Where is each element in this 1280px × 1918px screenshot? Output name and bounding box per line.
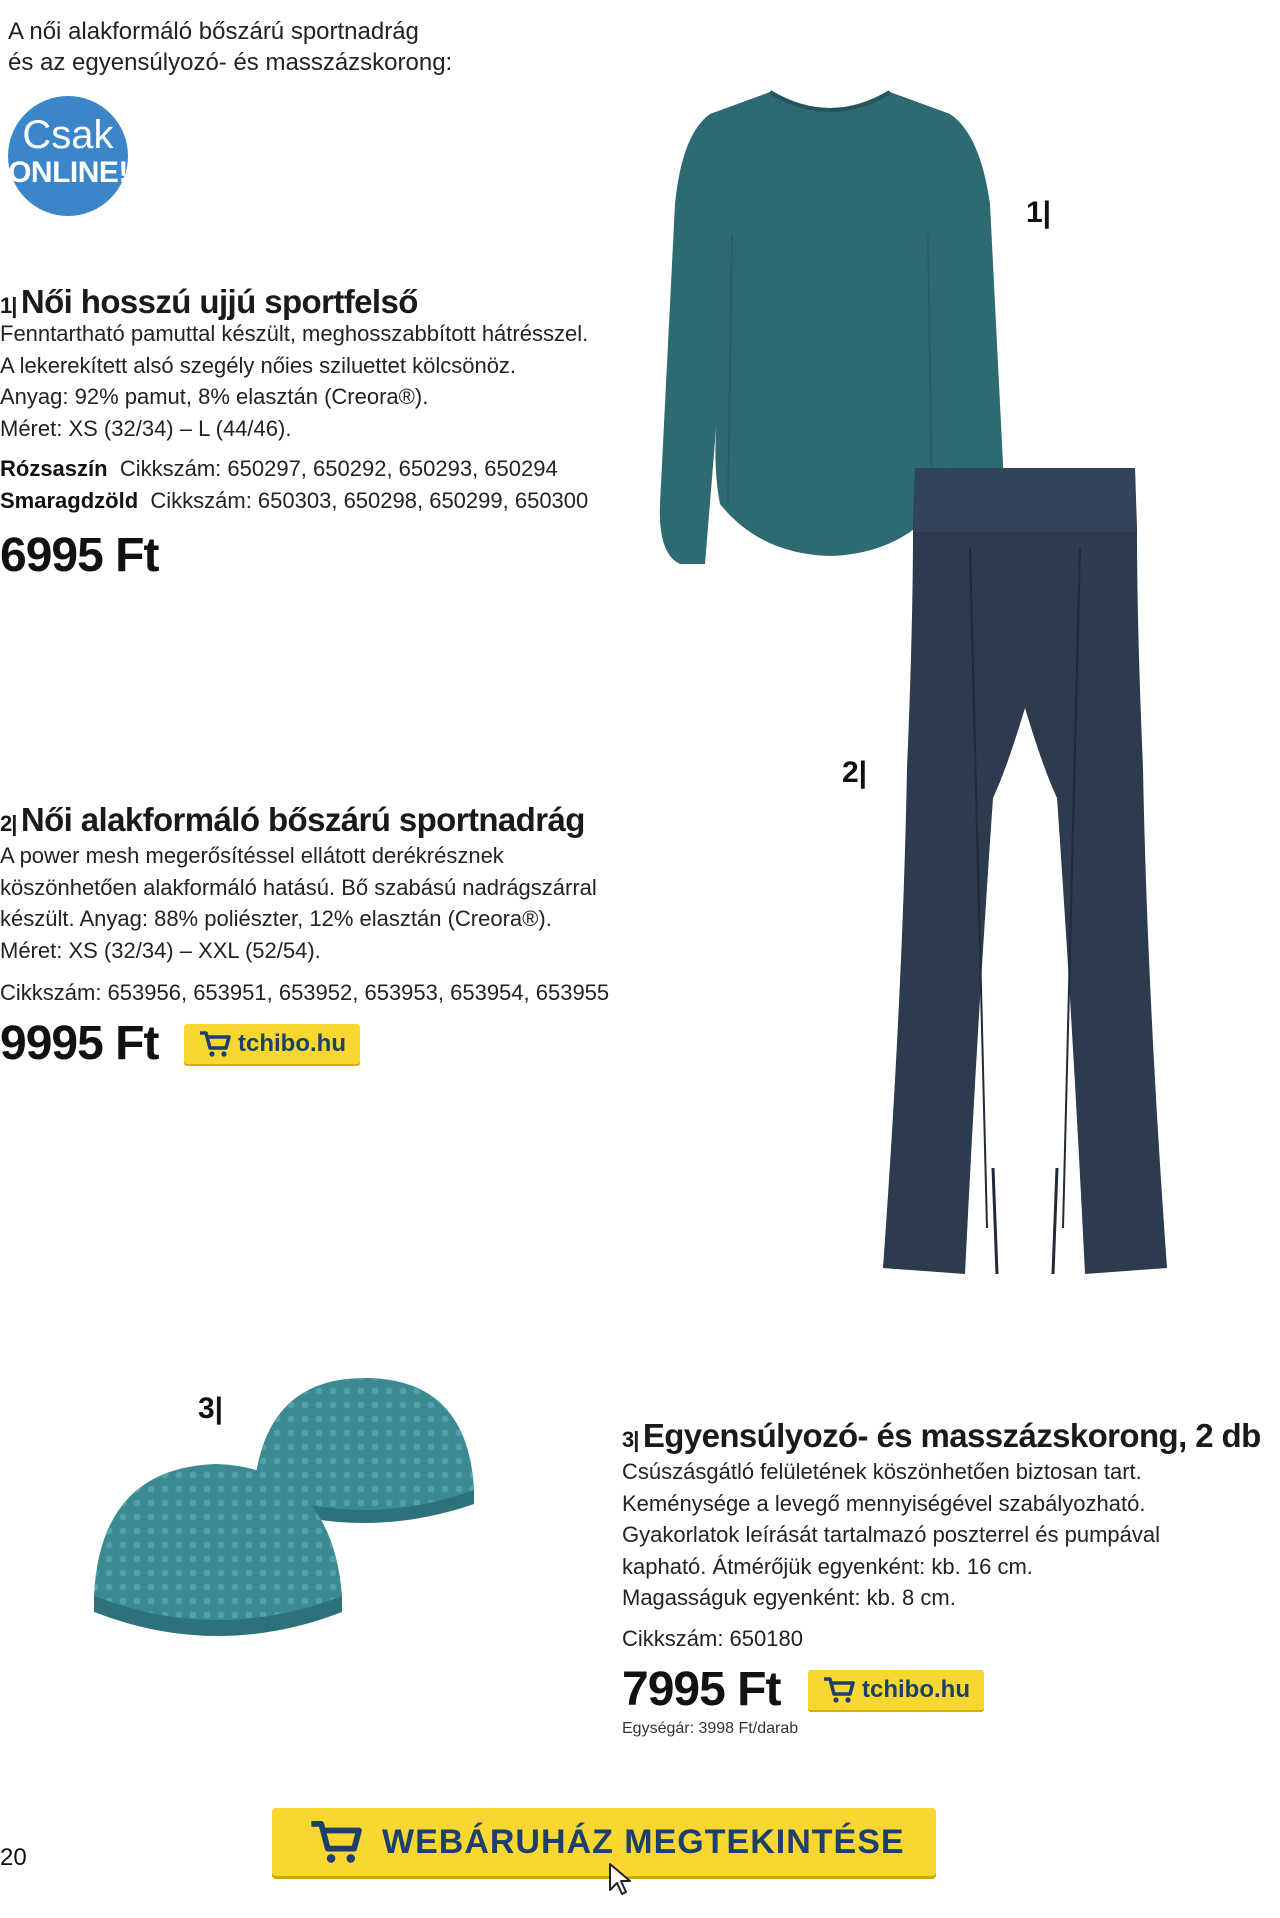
sports-pants-image: [875, 468, 1175, 1278]
product-3-codes: Cikkszám: 650180: [622, 1626, 803, 1651]
product-2-heading: [0, 800, 585, 840]
product-1-description: [0, 318, 588, 444]
product-3-shop-button[interactable]: [808, 1670, 984, 1710]
page-number: 20: [0, 1844, 27, 1871]
product-3-title: Egyensúlyozó- és masszázskorong, 2 db: [642, 1417, 1261, 1454]
image-label-3: 3|: [198, 1392, 224, 1425]
description-line: Csúszásgátló felületének köszönhetően biztosan tart.: [622, 1459, 1142, 1484]
badge-line-1: Csak: [22, 113, 114, 157]
description-line: Gyakorlatok leírását tartalmazó poszterrel és pumpával: [622, 1522, 1161, 1547]
description-line: Keménysége a levegő mennyiségével szabályozható.: [622, 1490, 1146, 1516]
product-2-description: [0, 840, 597, 966]
product-3-description: [622, 1456, 1160, 1614]
intro-line-1: A női alakformáló bőszárú sportnadrág: [8, 18, 419, 45]
product-1-price: 6995 Ft: [0, 529, 159, 582]
online-only-badge: [8, 96, 128, 216]
cart-icon: [308, 1819, 364, 1865]
image-label-2: 2|: [842, 756, 868, 789]
description-line: kapható. Átmérőjük egyenként: kb. 16 cm.: [622, 1553, 1033, 1579]
product-3-heading: [622, 1416, 1261, 1456]
variant-color: Rózsaszín: [0, 456, 108, 481]
product-2-price: 9995 Ft: [0, 1017, 159, 1070]
product-3-price: 7995 Ft: [622, 1663, 781, 1716]
product-2-shop-button[interactable]: [184, 1024, 360, 1064]
image-label-1: 1|: [1026, 196, 1052, 229]
intro-text: [8, 16, 528, 78]
description-line: Anyag: 92% pamut, 8% elasztán (Creora®).: [0, 384, 429, 409]
product-1-variant-emerald: [0, 485, 588, 517]
product-1-heading: [0, 282, 418, 322]
mouse-pointer-icon: [608, 1862, 634, 1896]
product-2-codes: Cikkszám: 653956, 653951, 653952, 653953, 653954, 653955: [0, 980, 610, 1005]
product-3-unit-price: Egységár: 3998 Ft/darab: [622, 1720, 799, 1737]
balance-discs-image: [88, 1370, 488, 1650]
cart-icon: [198, 1030, 232, 1058]
description-line: köszönhetően alakformáló hatású. Bő szabású nadrágszárral: [0, 874, 597, 900]
description-line: A lekerekített alsó szegély nőies sziluettet kölcsönöz.: [0, 352, 517, 378]
description-line: Fenntartható pamuttal készült, meghosszabbított hátrésszel.: [0, 321, 589, 346]
description-line: Méret: XS (32/34) – XXL (52/54).: [0, 937, 321, 963]
view-webshop-button[interactable]: [272, 1808, 936, 1876]
description-line: A power mesh megerősítéssel ellátott derékrésznek: [0, 843, 504, 868]
product-1-title: Női hosszú ujjú sportfelső: [20, 283, 418, 320]
intro-line-2: és az egyensúlyozó- és masszázskorong:: [8, 49, 453, 76]
cart-icon: [822, 1676, 856, 1704]
shop-button-label: tchibo.hu: [862, 1676, 970, 1703]
shop-button-label: tchibo.hu: [238, 1030, 346, 1057]
product-1-variant-rose: [0, 453, 558, 485]
view-webshop-label: WEBÁRUHÁZ MEGTEKINTÉSE: [382, 1822, 905, 1861]
description-line: készült. Anyag: 88% poliészter, 12% elasztán (Creora®).: [0, 906, 552, 931]
variant-codes: Cikkszám: 650297, 650292, 650293, 650294: [119, 456, 558, 481]
description-line: Magasságuk egyenként: kb. 8 cm.: [622, 1585, 956, 1610]
product-2-number: 2|: [0, 811, 17, 836]
badge-line-2: ONLINE!: [8, 156, 128, 189]
product-1-number: 1|: [0, 293, 17, 318]
pants-body: [883, 468, 1167, 1274]
variant-codes: Cikkszám: 650303, 650298, 650299, 650300: [150, 488, 589, 513]
description-line: Méret: XS (32/34) – L (44/46).: [0, 415, 292, 441]
variant-color: Smaragdzöld: [0, 488, 139, 513]
product-2-title: Női alakformáló bőszárú sportnadrág: [20, 801, 585, 838]
product-3-number: 3|: [622, 1427, 639, 1452]
